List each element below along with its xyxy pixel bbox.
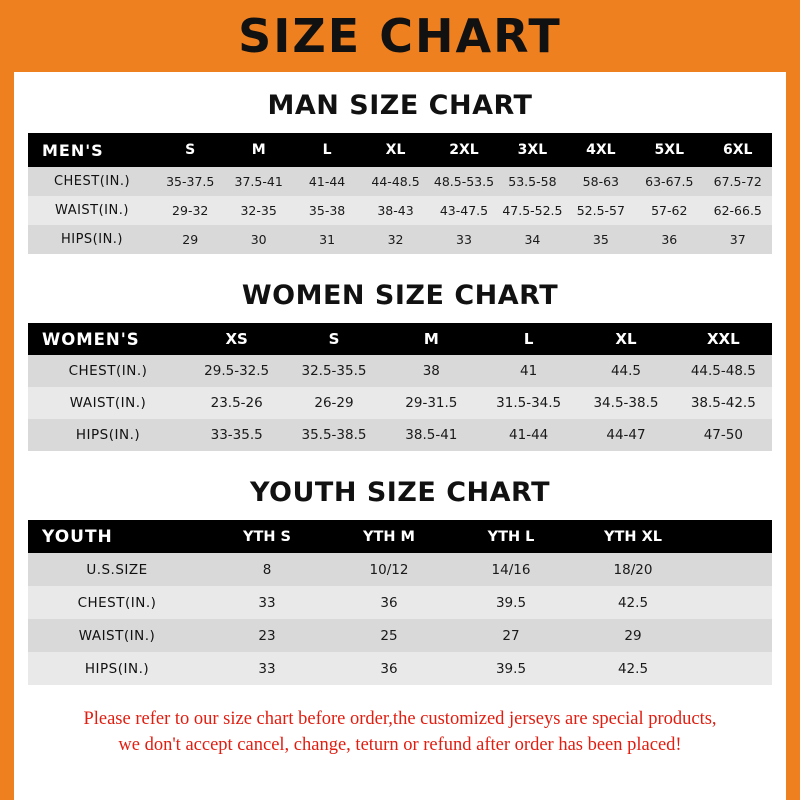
column-header: M bbox=[383, 323, 480, 355]
cell: 32 bbox=[361, 225, 429, 254]
cell: 34.5-38.5 bbox=[577, 387, 674, 419]
cell: 44-47 bbox=[577, 419, 674, 451]
table-row bbox=[28, 355, 772, 387]
cell: 34 bbox=[498, 225, 566, 254]
row-label: HIPS(IN.) bbox=[28, 652, 206, 685]
footer-note-line-2: we don't accept cancel, change, teturn or refund after order has been placed! bbox=[118, 734, 682, 755]
cell: 58-63 bbox=[567, 167, 635, 196]
cell: 14/16 bbox=[450, 553, 572, 586]
table-row bbox=[28, 619, 772, 652]
cell: 25 bbox=[328, 619, 450, 652]
table-row bbox=[28, 652, 772, 685]
cell: 57-62 bbox=[635, 196, 703, 225]
cell-spacer bbox=[694, 619, 772, 652]
cell: 37.5-41 bbox=[224, 167, 292, 196]
cell: 44.5-48.5 bbox=[675, 355, 772, 387]
youth-size-table bbox=[28, 520, 772, 685]
cell: 31 bbox=[293, 225, 361, 254]
row-label: CHEST(IN.) bbox=[28, 355, 188, 387]
row-label: HIPS(IN.) bbox=[28, 225, 156, 254]
column-header: XS bbox=[188, 323, 285, 355]
men-section-title: MAN SIZE CHART bbox=[267, 90, 533, 121]
column-header: S bbox=[156, 133, 224, 167]
column-header: M bbox=[224, 133, 292, 167]
table-row bbox=[28, 167, 772, 196]
youth-section-title: YOUTH SIZE CHART bbox=[249, 477, 551, 508]
footer-note-line-1: Please refer to our size chart before order,the customized jerseys are special products, bbox=[83, 709, 717, 729]
table-header-row bbox=[28, 520, 772, 553]
column-header: L bbox=[293, 133, 361, 167]
cell: 41-44 bbox=[293, 167, 361, 196]
cell: 47-50 bbox=[675, 419, 772, 451]
column-header: XL bbox=[577, 323, 674, 355]
cell: 52.5-57 bbox=[567, 196, 635, 225]
cell: 23 bbox=[206, 619, 328, 652]
cell: 32-35 bbox=[224, 196, 292, 225]
cell-spacer bbox=[694, 652, 772, 685]
cell: 33 bbox=[206, 586, 328, 619]
women-section-title: WOMEN SIZE CHART bbox=[241, 280, 559, 311]
cell: 23.5-26 bbox=[188, 387, 285, 419]
table-header-row bbox=[28, 133, 772, 167]
row-label: WAIST(IN.) bbox=[28, 387, 188, 419]
column-header: XXL bbox=[675, 323, 772, 355]
cell-spacer bbox=[694, 553, 772, 586]
cell: 29 bbox=[572, 619, 694, 652]
cell: 35.5-38.5 bbox=[285, 419, 382, 451]
cell: 63-67.5 bbox=[635, 167, 703, 196]
cell: 41 bbox=[480, 355, 577, 387]
cell: 53.5-58 bbox=[498, 167, 566, 196]
cell: 67.5-72 bbox=[704, 167, 773, 196]
cell: 43-47.5 bbox=[430, 196, 498, 225]
cell: 33 bbox=[430, 225, 498, 254]
table-row bbox=[28, 225, 772, 254]
column-header: 3XL bbox=[498, 133, 566, 167]
row-label: U.S.SIZE bbox=[28, 553, 206, 586]
page-title: SIZE CHART bbox=[238, 9, 562, 63]
page-content bbox=[14, 90, 786, 758]
cell: 33-35.5 bbox=[188, 419, 285, 451]
women-size-table bbox=[28, 323, 772, 451]
cell: 48.5-53.5 bbox=[430, 167, 498, 196]
column-header: 5XL bbox=[635, 133, 703, 167]
cell: 39.5 bbox=[450, 586, 572, 619]
column-header-spacer bbox=[694, 520, 772, 553]
column-header: L bbox=[480, 323, 577, 355]
column-header: S bbox=[285, 323, 382, 355]
cell: 38.5-41 bbox=[383, 419, 480, 451]
column-header: YTH M bbox=[328, 520, 450, 553]
column-header: 6XL bbox=[704, 133, 773, 167]
cell: 8 bbox=[206, 553, 328, 586]
cell: 38-43 bbox=[361, 196, 429, 225]
table-row bbox=[28, 387, 772, 419]
column-header: YTH XL bbox=[572, 520, 694, 553]
table-row bbox=[28, 586, 772, 619]
page-banner bbox=[0, 0, 800, 72]
row-label: HIPS(IN.) bbox=[28, 419, 188, 451]
column-header: YOUTH bbox=[28, 520, 206, 553]
cell: 29-32 bbox=[156, 196, 224, 225]
cell: 35-37.5 bbox=[156, 167, 224, 196]
column-header: YTH L bbox=[450, 520, 572, 553]
cell: 36 bbox=[328, 652, 450, 685]
row-label: WAIST(IN.) bbox=[28, 619, 206, 652]
row-label: WAIST(IN.) bbox=[28, 196, 156, 225]
cell: 36 bbox=[635, 225, 703, 254]
cell: 42.5 bbox=[572, 652, 694, 685]
column-header: WOMEN'S bbox=[28, 323, 188, 355]
cell: 35-38 bbox=[293, 196, 361, 225]
cell: 38.5-42.5 bbox=[675, 387, 772, 419]
cell: 42.5 bbox=[572, 586, 694, 619]
table-row bbox=[28, 553, 772, 586]
cell: 44-48.5 bbox=[361, 167, 429, 196]
row-label: CHEST(IN.) bbox=[28, 586, 206, 619]
cell: 38 bbox=[383, 355, 480, 387]
column-header: MEN'S bbox=[28, 133, 156, 167]
table-header-row bbox=[28, 323, 772, 355]
cell: 10/12 bbox=[328, 553, 450, 586]
cell: 33 bbox=[206, 652, 328, 685]
cell: 47.5-52.5 bbox=[498, 196, 566, 225]
column-header: 2XL bbox=[430, 133, 498, 167]
cell: 41-44 bbox=[480, 419, 577, 451]
cell-spacer bbox=[694, 586, 772, 619]
cell: 32.5-35.5 bbox=[285, 355, 382, 387]
men-size-table bbox=[28, 133, 772, 254]
cell: 29.5-32.5 bbox=[188, 355, 285, 387]
column-header: YTH S bbox=[206, 520, 328, 553]
table-row bbox=[28, 419, 772, 451]
cell: 26-29 bbox=[285, 387, 382, 419]
column-header: XL bbox=[361, 133, 429, 167]
cell: 30 bbox=[224, 225, 292, 254]
cell: 44.5 bbox=[577, 355, 674, 387]
table-row bbox=[28, 196, 772, 225]
cell: 37 bbox=[704, 225, 773, 254]
cell: 62-66.5 bbox=[704, 196, 773, 225]
cell: 39.5 bbox=[450, 652, 572, 685]
row-label: CHEST(IN.) bbox=[28, 167, 156, 196]
cell: 29-31.5 bbox=[383, 387, 480, 419]
footer-note bbox=[28, 707, 772, 758]
cell: 31.5-34.5 bbox=[480, 387, 577, 419]
cell: 27 bbox=[450, 619, 572, 652]
column-header: 4XL bbox=[567, 133, 635, 167]
cell: 18/20 bbox=[572, 553, 694, 586]
cell: 36 bbox=[328, 586, 450, 619]
cell: 35 bbox=[567, 225, 635, 254]
cell: 29 bbox=[156, 225, 224, 254]
